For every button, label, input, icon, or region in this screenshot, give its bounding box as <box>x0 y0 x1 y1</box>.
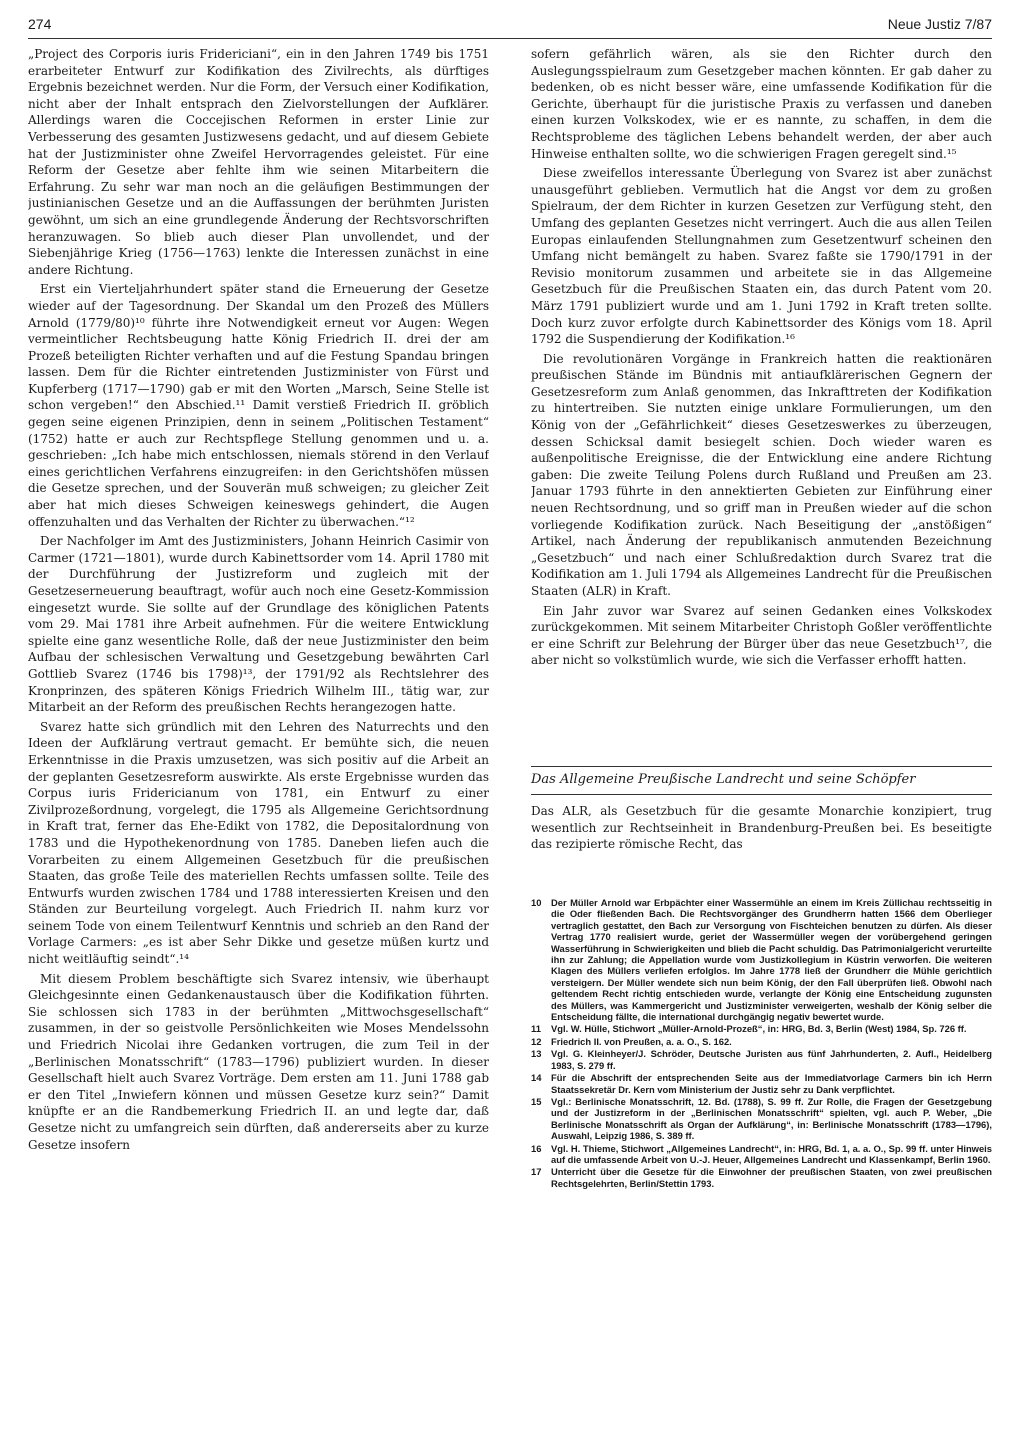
footnote-text: Vgl. W. Hülle, Stichwort „Müller-Arnold-Prozeß“, in: HRG, Bd. 3, Berlin (West) 1984, Sp. 726 ff. <box>551 1023 967 1035</box>
footnote-text: Vgl. G. Kleinheyer/J. Schröder, Deutsche Juristen aus fünf Jahrhunderten, 2. Aufl., Heidelberg 1983, S. 279 ff. <box>551 1048 992 1071</box>
paragraph: Erst ein Vierteljahrhundert später stand die Erneuerung der Gesetze wieder auf der Tagesordnung. Der Skandal um den Prozeß des Müllers Arnold (1779/80)¹⁰ führte ihre Notwendigkeit erneut vor Augen: Wegen vermeintlicher Rechtsbeugung hatte König Friedrich II. drei der am Prozeß beteiligten Richter verhaften und auf die Festung Spandau bringen lassen. Dem für die Richter eintretenden Justizminister von Fürst und Kupferberg (1717—1790) gab er mit den Worten „Marsch, Seine Stelle ist schon vergeben!“ den Abschied.¹¹ Damit verstieß Friedrich II. gröblich gegen seine eigenen Prinzipien, denn in seinem „Politischen Testament“ (1752) hatte er auch zur Rechtspflege Stellung genommen und u. a. geschrieben: „Ich habe mich entschlossen, niemals störend in den Verlauf eines gerichtlichen Verfahrens einzugreifen: in den Gerichtshöfen müssen die Gesetze sprechen, und der Souverän muß schweigen; zu gleicher Zeit aber hat mich dieses Schweigen keineswegs gehindert, die Augen offenzuhalten und das Verhalten der Richter zu überwachen.“¹² <box>28 282 489 529</box>
footnote-text: Vgl. H. Thieme, Stichwort „Allgemeines Landrecht“, in: HRG, Bd. 1, a. a. O., Sp. 99 ff. unter Hinweis auf die umfassende Arbeit von U.-J. Heuer, Allgemeines Landrecht und Klassenkampf, Berlin 1960. <box>551 1142 992 1165</box>
footnote-number: 16 <box>531 1142 542 1154</box>
journal-title: Neue Justiz 7/87 <box>887 16 992 32</box>
footnotes <box>531 897 992 1392</box>
paragraph: Der Nachfolger im Amt des Justizministers, Johann Heinrich Casimir von Carmer (1721—1801), wurde durch Kabinettsorder vom 14. April 1780 mit der Durchführung der Justizreform und zugleich mit der Gesetzeserneuerung beauftragt, wofür auch noch eine Gesetz-Kommission eingesetzt wurde. Sie sollte auf der Grundlage des königlichen Patents vom 29. Mai 1781 ihre Arbeit aufnehmen. Für die weitere Entwicklung spielte eine ganz wesentliche Rolle, daß der neue Justizminister den beim Aufbau der schlesischen Verwaltung und Gesetzgebung bewährten Carl Gottlieb Svarez (1746 bis 1798)¹³, der 1791/92 als Rechtslehrer des Kronprinzen, des späteren Königs Friedrich Wilhelm III., tätig war, zur Mitarbeit an der Reform des preußischen Rechts herangezogen hatte. <box>28 534 489 715</box>
right-column-body <box>531 46 992 752</box>
footnote-number: 14 <box>531 1072 542 1084</box>
paragraph: sofern gefährlich wären, als sie den Richter durch den Auslegungsspielraum zum Gesetzgeber machen könnten. Er gab daher zu bedenken, ob es nicht besser wäre, eine umfassende Kodifikation für die Gerichte, überhaupt für die juristische Praxis zu verfassen und daneben einen kurzen Volkskodex, wie er es nannte, zu schaffen, in dem die Rechtsprobleme des täglichen Lebens behandelt werden, der aber auch Hinweise enthalten sollte, wo die schwierigen Fragen geregelt sind.¹⁵ <box>531 47 992 161</box>
section-heading-box <box>531 766 992 795</box>
paragraph: Diese zweifellos interessante Überlegung von Svarez ist aber zunächst unausgeführt geblieben. Vermutlich hat die Angst vor dem zu großen Spielraum, der dem Richter in kurzen Gesetzen zur Verfügung steht, den Umfang des geplanten Gesetzes nicht verringert. Auch die aus allen Teilen Europas einlaufenden Stellungnahmen zum Gesetzentwurf scheinen den Umfang nicht bemängelt zu haben. Svarez faßte sie 1790/1791 in der Revisio monitorum zusammen und arbeitete sie in das Allgemeine Gesetzbuch für die Preußischen Staaten ein, das durch Patent vom 20. März 1791 publiziert wurde und am 1. Juni 1792 in Kraft treten sollte. Doch kurz zuvor erfolgte durch Kabinettsorder des Königs vom 18. April 1792 die Suspendierung der Kodifikation.¹⁶ <box>531 166 992 347</box>
footnote-text: Unterricht über die Gesetze für die Einwohner der preußischen Staaten, von zwei preußischen Rechtsgelehrten, Berlin/Stettin 1793. <box>551 1166 992 1189</box>
footnote-text: Für die Abschrift der entsprechenden Seite aus der Immediatvorlage Carmers bin ich Herrn Staatssekretär Dr. Kern vom Ministerium der Justiz sehr zu Dank verpflichtet. <box>551 1072 992 1095</box>
footnote-text: Vgl.: Berlinische Monatsschrift, 12. Bd. (1788), S. 99 ff. Zur Rolle, die Fragen der Gesetzgebung und der Justizreform in der „Berlinischen Monatsschrift“ spielten, vgl. auch P. Weber, „Die Berlinische Monatsschrift als Organ der Aufklärung“, in: Berlinische Monatsschrift (1783—1796), Auswahl, Leipzig 1986, S. 389 ff. <box>551 1095 992 1142</box>
footnote-number: 13 <box>531 1048 542 1060</box>
footnote <box>531 1096 992 1142</box>
footnote <box>531 1048 992 1071</box>
header-rule <box>28 38 992 39</box>
paragraph: Die revolutionären Vorgänge in Frankreich hatten die reaktionären preußischen Stände im Bündnis mit antiaufklärerischen Gegnern der Gesetzesreform zum Anlaß genommen, das Inkrafttreten der Kodifikation zu hintertreiben. Sie nutzten einige unklare Formulierungen, um den König von der „Gefährlichkeit“ dieses Gesetzeswerkes zu überzeugen, dessen Schicksal damit besiegelt schien. Doch wieder waren es außenpolitische Ereignisse, die der Entwicklung eine andere Richtung gaben: Die zweite Teilung Polens durch Rußland und Preußen am 23. Januar 1793 führte in den annektierten Gebieten zur Einführung einer neuen Rechtsordnung, und so griff man in Preußen wieder auf die schon vorliegende Kodifikation zurück. Nach Beseitigung der „anstößigen“ Artikel, nach Änderung der republikanisch anmutenden Bezeichnung „Gesetzbuch“ und nach einer Schlußredaktion durch Svarez trat die Kodifikation am 1. Juli 1794 als Allgemeines Landrecht für die Preußischen Staaten (ALR) in Kraft. <box>531 351 992 598</box>
footnote <box>531 1143 992 1166</box>
section-body <box>531 803 992 869</box>
paragraph: Mit diesem Problem beschäftigte sich Svarez intensiv, wie überhaupt Gleichgesinnte einen Gedankenaustausch über die Kodifikation führten. Sie schlossen sich 1783 in der berühmten „Mittwochsgesellschaft“ zusammen, in der so geistvolle Persönlichkeiten wie Moses Mendelssohn und Friedrich Nicolai ihre Gedanken vortrugen, die zum Teil in der „Berlinischen Monatsschrift“ (1783—1796) publiziert wurden. In dieser Gesellschaft hielt auch Svarez Vorträge. Dem ersten am 11. Juni 1788 gab er den Titel „Inwiefern können und müssen Gesetze kurz sein?“ Damit knüpfte er an die Randbemerkung Friedrich II. an und legte dar, daß Gesetze nicht zu umfangreich sein dürften, daß andererseits aber zu kurze Gesetze insofern <box>28 971 489 1152</box>
paragraph: Das ALR, als Gesetzbuch für die gesamte Monarchie konzipiert, trug wesentlich zur Rechtseinheit in Brandenburg-Preußen bei. Es beseitigte das rezipierte römische Recht, das <box>531 804 992 852</box>
footnote-text: Der Müller Arnold war Erbpächter einer Wassermühle an einem im Kreis Züllichau rechtsseitig in die Oder fließenden Bach. Die Rechtsvorgänger des Grundherrn hatten 1566 dem Oberlieger vertraglich gestattet, den Bach zur Versorgung von Fischteichen benutzen zu dürfen. Als dieser Vertrag 1770 realisiert wurde, geriet der Wassermüller wegen der vorübergehend geringen Wasserführung in Schwierigkeiten und blieb die Pacht schuldig. Das Patrimonialgericht verurteilte ihn zur Zahlung; die Appellation wurde vom Justizkollegium in Küstrin verworfen. Die weiteren Klagen des Müllers verliefen erfolglos. Im Jahre 1778 ließ der Grundherr die Mühle gerichtlich versteigern. Der Müller wendete sich nun beim König, der den Fall überprüfen ließ. Obwohl nach geltendem Recht richtig entschieden wurde, verlangte der König eine Entscheidung zugunsten des Müllers, was Kammergericht und Justizminister verweigerten, weshalb der König selber die Entscheidung fällte, die international durchgängig negativ bewertet wurde. <box>551 897 992 1023</box>
footnote <box>531 1023 992 1034</box>
footnote-number: 15 <box>531 1095 542 1107</box>
footnote-number: 11 <box>531 1023 541 1035</box>
right-column <box>531 46 992 1392</box>
footnote-number: 12 <box>531 1035 542 1047</box>
left-column <box>28 46 489 1428</box>
paragraph: Ein Jahr zuvor war Svarez auf seinen Gedanken eines Volkskodex zurückgekommen. Mit seinem Mitarbeiter Christoph Goßler veröffentlichte er eine Schrift zur Belehrung der Bürger über das neue Gesetzbuch¹⁷, die aber nicht so volkstümlich wurde, wie sich die Verfasser erhofft hatten. <box>531 603 992 668</box>
footnote-text: Friedrich II. von Preußen, a. a. O., S. 162. <box>551 1035 732 1047</box>
footnote <box>531 897 992 1022</box>
footnote <box>531 1166 992 1189</box>
footnote-number: 10 <box>531 897 542 908</box>
footnote <box>531 1036 992 1047</box>
running-header <box>28 12 992 36</box>
page-number: 274 <box>28 16 52 32</box>
paragraph: Svarez hatte sich gründlich mit den Lehren des Naturrechts und den Ideen der Aufklärung vertraut gemacht. Er bemühte sich, die neuen Erkenntnisse in die Praxis umzusetzen, was sich positiv auf die Arbeit an der geplanten Gesetzesreform auswirkte. Als erste Ergebnisse wurden das Corpus iuris Fridericianum von 1781, ein Entwurf zu einer Zivilprozeßordnung, vorgelegt, die 1795 als Allgemeine Gerichtsordnung in Kraft trat, ferner das Ehe-Edikt von 1782, die Depositalordnung von 1783 und die Hypothekenordnung von 1785. Daneben liefen auch die Vorarbeiten zu einem Allgemeinen Gesetzbuch für die preußischen Staaten, das große Teile des materiellen Rechts umfassen sollte. Teile des Entwurfs wurden zwischen 1784 und 1788 interessierten Kreisen und den Ständen zur Beurteilung vorgelegt. Auch Friedrich II. nahm kurz vor seinem Tode von einem Teilentwurf Kenntnis und schrieb an den Rand der Vorlage Carmers: „es ist aber Sehr Dikke und gesetze müßen kurtz und nicht weitläuftig seindt“.¹⁴ <box>28 719 489 967</box>
paragraph: „Project des Corporis iuris Fridericiani“, ein in den Jahren 1749 bis 1751 erarbeiteter Entwurf zur Kodifikation des Zivilrechts, als dürftiges Ergebnis bezeichnet werden. Nur die Form, der Versuch einer Kodifikation, nicht aber der Inhalt entsprach den Zielvorstellungen der Aufklärer. Allerdings waren die Coccejischen Reformen in erster Linie zur Verbesserung des gesamten Justizwesens gedacht, und auf diesem Gebiete hat der Justizminister ohne Zweifel Hervorragendes geleistet. Für eine Reform der Gesetze aber fehlte ihm wie seinen Mitarbeitern die Erfahrung. Zu sehr war man noch an die geläufigen Bestimmungen der justinianischen Gesetze und an die Auffassungen der berühmten Juristen gewöhnt, um sich an eine grundlegende Änderung der Rechtsvorschriften heranzuwagen. So blieb auch dieser Plan unvollendet, und der Siebenjährige Krieg (1756—1763) lenkte die Interessen zunächst in eine andere Richtung. <box>28 47 489 277</box>
section-heading: Das Allgemeine Preußische Landrecht und seine Schöpfer <box>531 772 916 787</box>
footnote <box>531 1072 992 1095</box>
footnote-number: 17 <box>531 1166 542 1178</box>
